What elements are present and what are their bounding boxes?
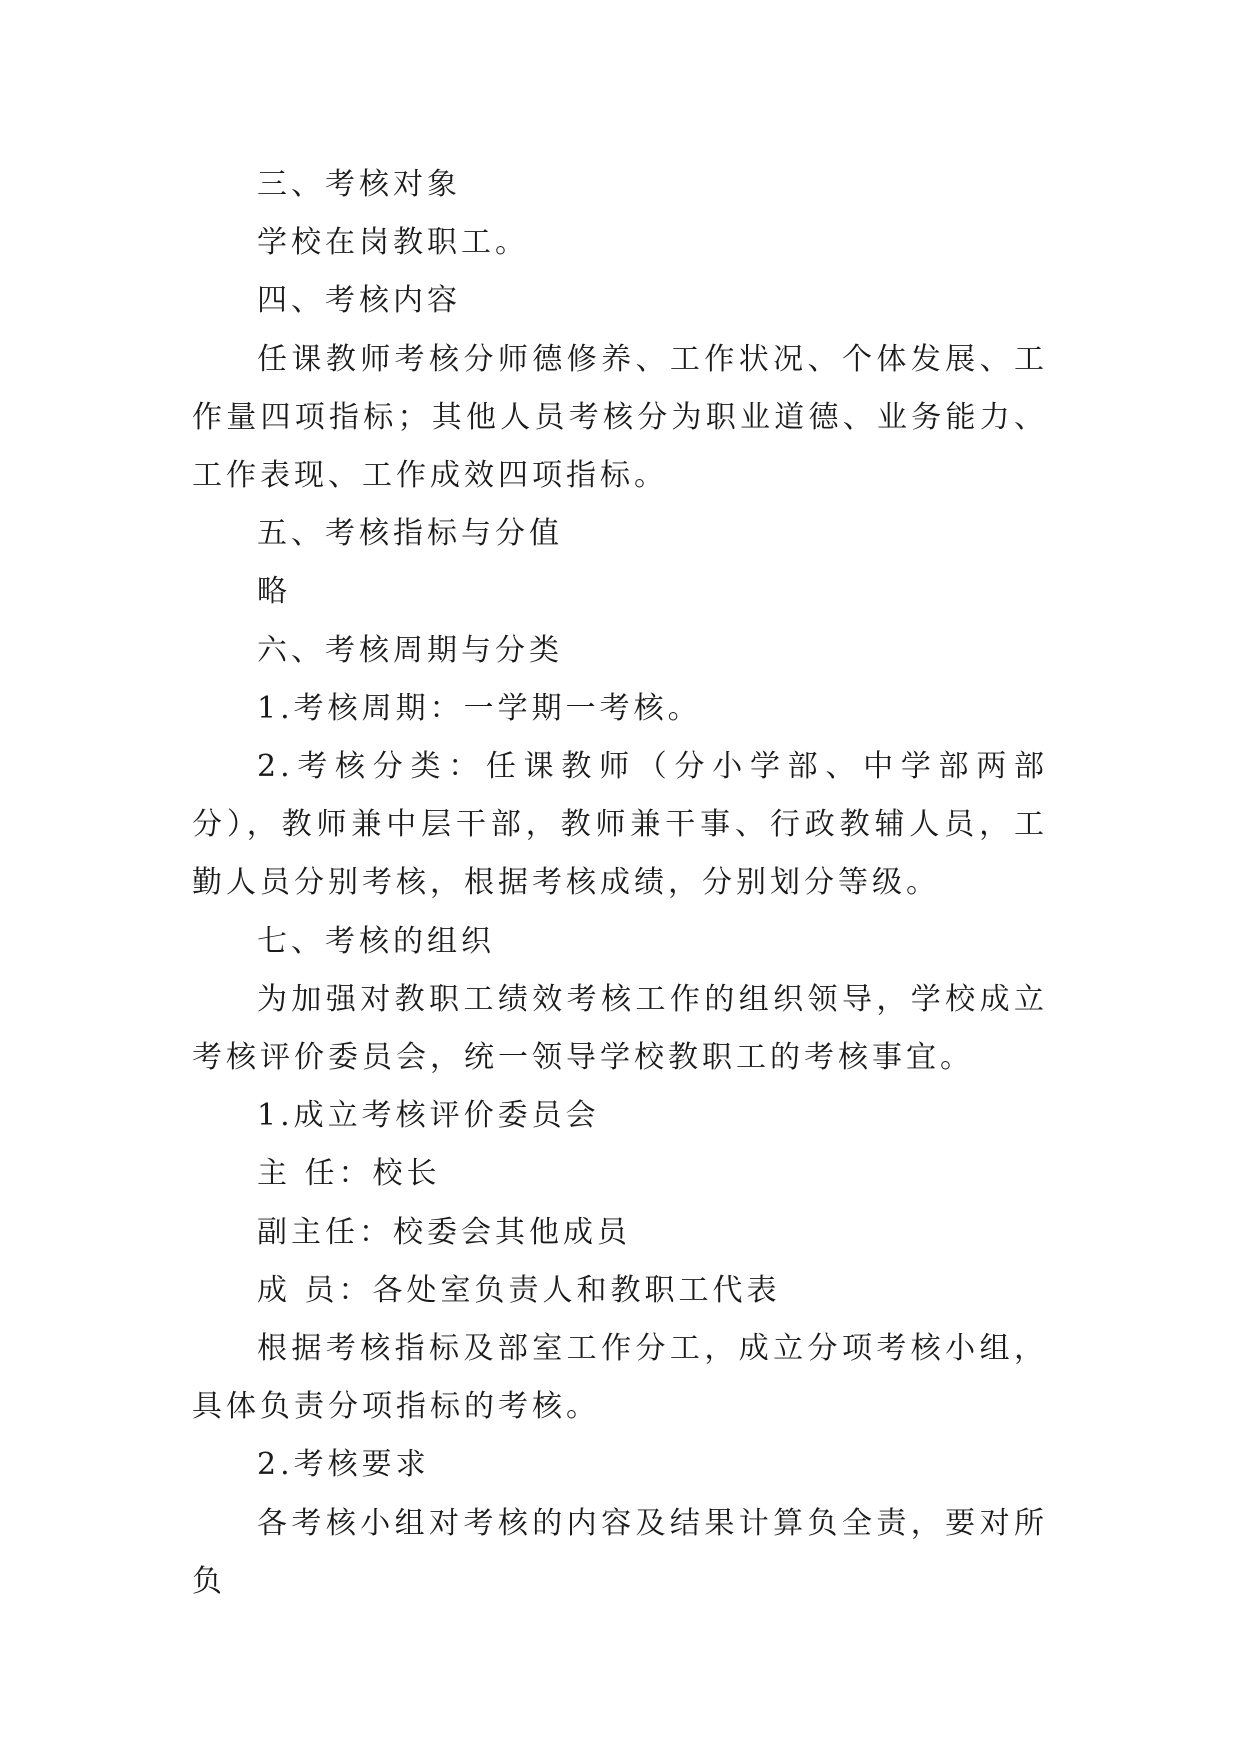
paragraph: 根据考核指标及部室工作分工，成立分项考核小组，具体负责分项指标的考核。 [192,1331,1048,1425]
paragraph: 学校在岗教职工。 [257,225,529,261]
list-item: 1.考核周期：一学期一考核。 [257,690,702,726]
committee-deputy-director: 副主任：校委会其他成员 [257,1214,631,1250]
list-item: 2.考核要求 [257,1447,430,1483]
section-heading-6: 六、考核周期与分类 [257,632,563,668]
list-item: 1.成立考核评价委员会 [257,1098,600,1134]
section-heading-5: 五、考核指标与分值 [257,516,563,552]
paragraph: 为加强对教职工绩效考核工作的组织领导，学校成立考核评价委员会，统一领导学校教职工的考核事宜。 [192,981,1048,1076]
committee-director: 主 任：校长 [257,1156,441,1192]
paragraph: 各考核小组对考核的内容及结果计算负全责，要对所负 [192,1505,1048,1599]
section-heading-7: 七、考核的组织 [257,923,495,959]
list-item: 2.考核分类：任课教师（分小学部、中学部两部分），教师兼中层干部，教师兼干事、行政教辅人员，工勤人员分别考核，根据考核成绩，分别划分等级。 [192,749,1048,901]
paragraph: 任课教师考核分师德修养、工作状况、个体发展、工作量四项指标；其他人员考核分为职业道德、业务能力、工作表现、工作成效四项指标。 [192,341,1048,494]
paragraph: 略 [257,574,291,610]
committee-members: 成 员：各处室负责人和教职工代表 [257,1272,781,1308]
section-heading-3: 三、考核对象 [257,167,461,202]
document-body [192,156,1048,1611]
section-heading-4: 四、考核内容 [257,283,461,319]
